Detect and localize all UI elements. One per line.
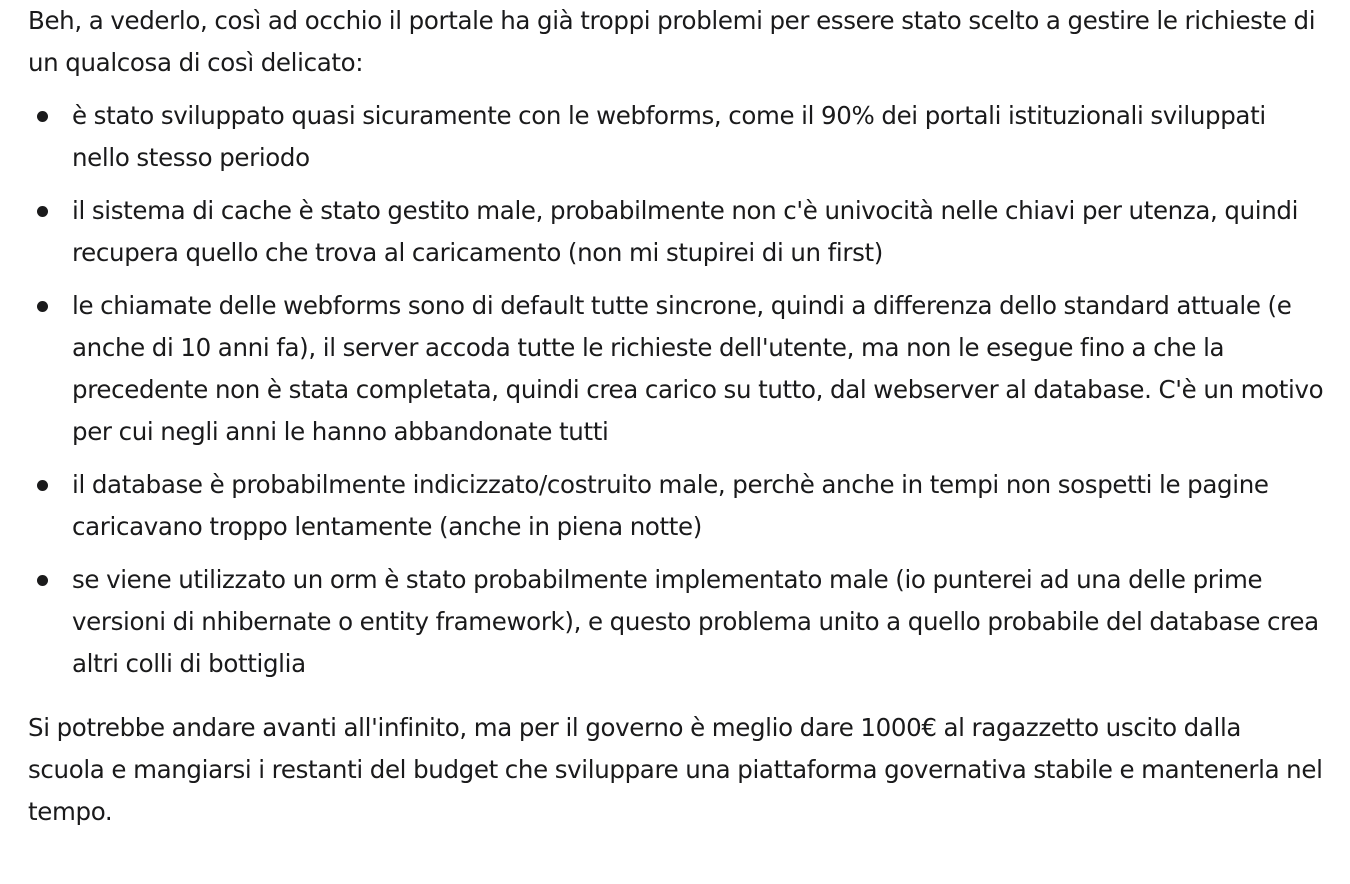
list-item [28,285,1324,453]
bullet-icon [37,575,48,586]
list-item-text: se viene utilizzato un orm è stato probabilmente implementato male (io punterei ad una delle prime versioni di nhibernate o entity framework), e questo problema unito a quello probabile del database crea altri colli di bottiglia [72,565,1319,678]
bullet-icon [37,480,48,491]
list-item [28,190,1324,274]
intro-paragraph: Beh, a vederlo, così ad occhio il portale ha già troppi problemi per essere stato scelto a gestire le richieste di un qualcosa di così delicato: [28,6,1316,77]
list-item-text: il sistema di cache è stato gestito male, probabilmente non c'è univocità nelle chiavi per utenza, quindi recupera quello che trova al caricamento (non mi stupirei di un first) [72,196,1299,267]
closing-paragraph: Si potrebbe andare avanti all'infinito, ma per il governo è meglio dare 1000€ al ragazzetto uscito dalla scuola e mangiarsi i restanti del budget che sviluppare una piattaforma governativa stabile e mantenerla nel tempo. [28,713,1323,826]
comment-body [28,0,1324,833]
bullet-icon [37,111,48,122]
list-item-text: è stato sviluppato quasi sicuramente con le webforms, come il 90% dei portali istituzionali sviluppati nello stesso periodo [72,101,1266,172]
list-item [28,95,1324,179]
list-item [28,464,1324,548]
list-item-text: il database è probabilmente indicizzato/costruito male, perchè anche in tempi non sospetti le pagine caricavano troppo lentamente (anche in piena notte) [72,470,1269,541]
bullet-icon [37,301,48,312]
list-item-text: le chiamate delle webforms sono di default tutte sincrone, quindi a differenza dello standard attuale (e anche di 10 anni fa), il server accoda tutte le richieste dell'utente, ma non le esegue fino a che la precedente non è stata completata, quindi crea carico su tutto, dal webserver al database. C'è un motivo per cui negli anni le hanno abbandonate tutti [72,291,1324,446]
bullet-icon [37,206,48,217]
bullet-list [28,95,1324,685]
list-item [28,559,1324,685]
